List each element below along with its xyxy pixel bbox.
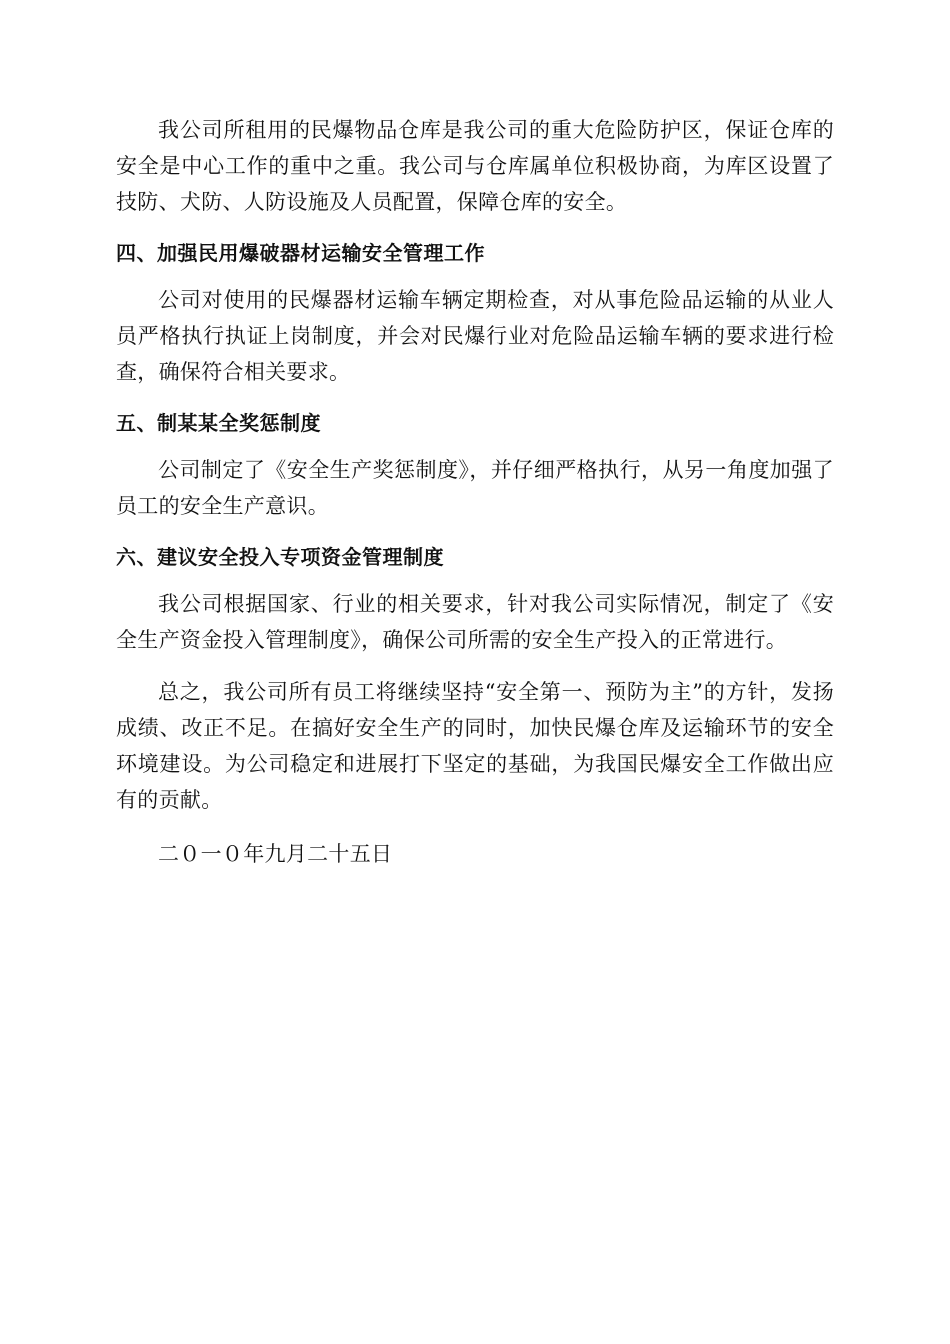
section-6-body: 我公司根据国家、行业的相关要求，针对我公司实际情况，制定了《安全生产资金投入管理制度》，确保公司所需的安全生产投入的正常进行。 [116,592,834,652]
section-4-heading: 四、加强民用爆破器材运输安全管理工作 [116,241,485,265]
paragraph-warehouse-security: 我公司所租用的民爆物品仓库是我公司的重大危险防护区，保证仓库的安全是中心工作的重中之重。我公司与仓库属单位积极协商，为库区设置了技防、犬防、人防设施及人员配置，保障仓库的安全。 [116,118,834,214]
section-5-heading: 五、制某某全奖惩制度 [116,411,321,435]
conclusion-paragraph: 总之，我公司所有员工将继续坚持“安全第一、预防为主”的方针，发扬成绩、改正不足。在搞好安全生产的同时，加快民爆仓库及运输环节的安全环境建设。为公司稳定和进展打下坚定的基础，为我国民爆安全工作做出应有的贡献。 [116,680,834,812]
section-6-heading: 六、建议安全投入专项资金管理制度 [116,545,444,569]
section-4-body: 公司对使用的民爆器材运输车辆定期检查，对从事危险品运输的从业人员严格执行执证上岗制度，并会对民爆行业对危险品运输车辆的要求进行检查，确保符合相关要求。 [116,288,834,384]
document-body [116,112,834,872]
document-date: 二０一０年九月二十五日 [158,842,393,866]
section-5-body: 公司制定了《安全生产奖惩制度》，并仔细严格执行，从另一角度加强了员工的安全生产意识。 [116,458,834,518]
